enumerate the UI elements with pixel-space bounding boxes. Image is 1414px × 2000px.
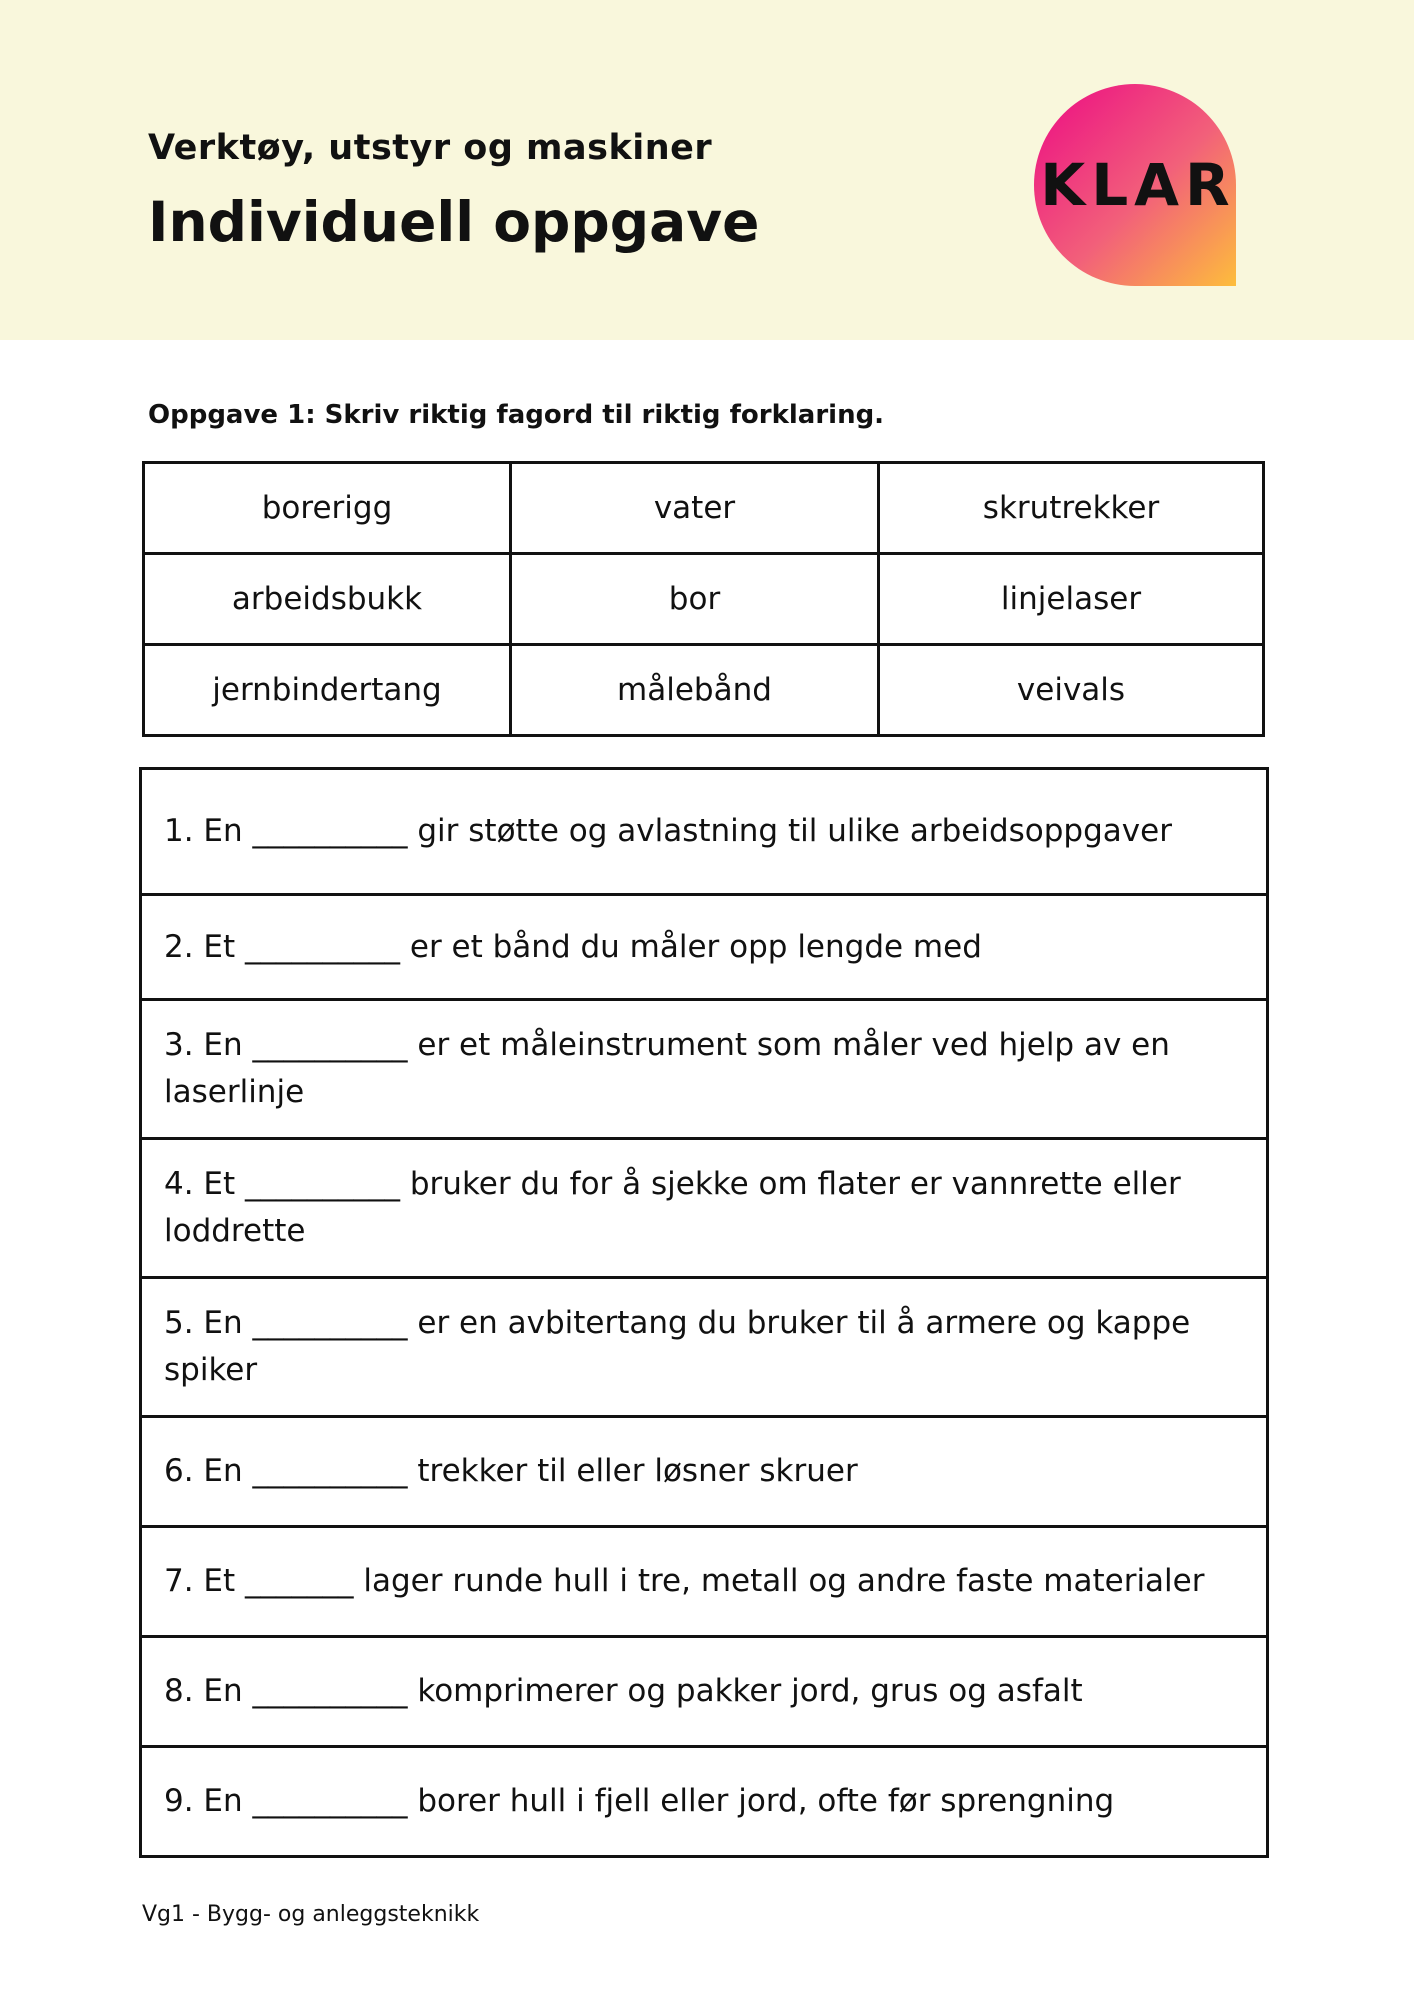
question-row [141, 1747, 1268, 1857]
word-bank-cell: bor [511, 554, 879, 645]
klar-logo [1034, 84, 1236, 286]
page-title: Individuell oppgave [148, 190, 760, 254]
question-row [141, 1278, 1268, 1417]
word-bank-cell: linjelaser [879, 554, 1264, 645]
word-bank-row [144, 554, 1264, 645]
question-row [141, 769, 1268, 895]
page-subtitle: Verktøy, utstyr og maskiner [148, 128, 713, 168]
question-text: 6. En __________ trekker til eller løsner skruer [141, 1417, 1268, 1527]
question-row [141, 1139, 1268, 1278]
logo-text: KLAR [1040, 151, 1236, 219]
question-text: 1. En __________ gir støtte og avlastning til ulike arbeidsoppgaver [141, 769, 1268, 895]
word-bank-row [144, 463, 1264, 554]
word-bank-cell: jernbindertang [144, 645, 511, 736]
question-text: 3. En __________ er et måleinstrument som måler ved hjelp av en laserlinje [141, 1000, 1268, 1139]
question-text: 2. Et __________ er et bånd du måler opp lengde med [141, 895, 1268, 1000]
word-bank-cell: vater [511, 463, 879, 554]
question-text: 8. En __________ komprimerer og pakker jord, grus og asfalt [141, 1637, 1268, 1747]
word-bank-cell: veivals [879, 645, 1264, 736]
word-bank-cell: borerigg [144, 463, 511, 554]
question-row [141, 895, 1268, 1000]
word-bank-cell: målebånd [511, 645, 879, 736]
question-text: 7. Et _______ lager runde hull i tre, metall og andre faste materialer [141, 1527, 1268, 1637]
question-row [141, 1637, 1268, 1747]
question-row [141, 1000, 1268, 1139]
word-bank-table [142, 461, 1265, 737]
question-text: 4. Et __________ bruker du for å sjekke om flater er vannrette eller loddrette [141, 1139, 1268, 1278]
task-instruction: Oppgave 1: Skriv riktig fagord til riktig forklaring. [148, 400, 885, 430]
word-bank-row [144, 645, 1264, 736]
word-bank-cell: skrutrekker [879, 463, 1264, 554]
page-footer: Vg1 - Bygg- og anleggsteknikk [142, 1902, 480, 1927]
question-row [141, 1527, 1268, 1637]
question-row [141, 1417, 1268, 1527]
header-banner [0, 0, 1414, 340]
question-text: 5. En __________ er en avbitertang du bruker til å armere og kappe spiker [141, 1278, 1268, 1417]
question-text: 9. En __________ borer hull i fjell eller jord, ofte før sprengning [141, 1747, 1268, 1857]
word-bank-cell: arbeidsbukk [144, 554, 511, 645]
questions-table [139, 767, 1269, 1858]
